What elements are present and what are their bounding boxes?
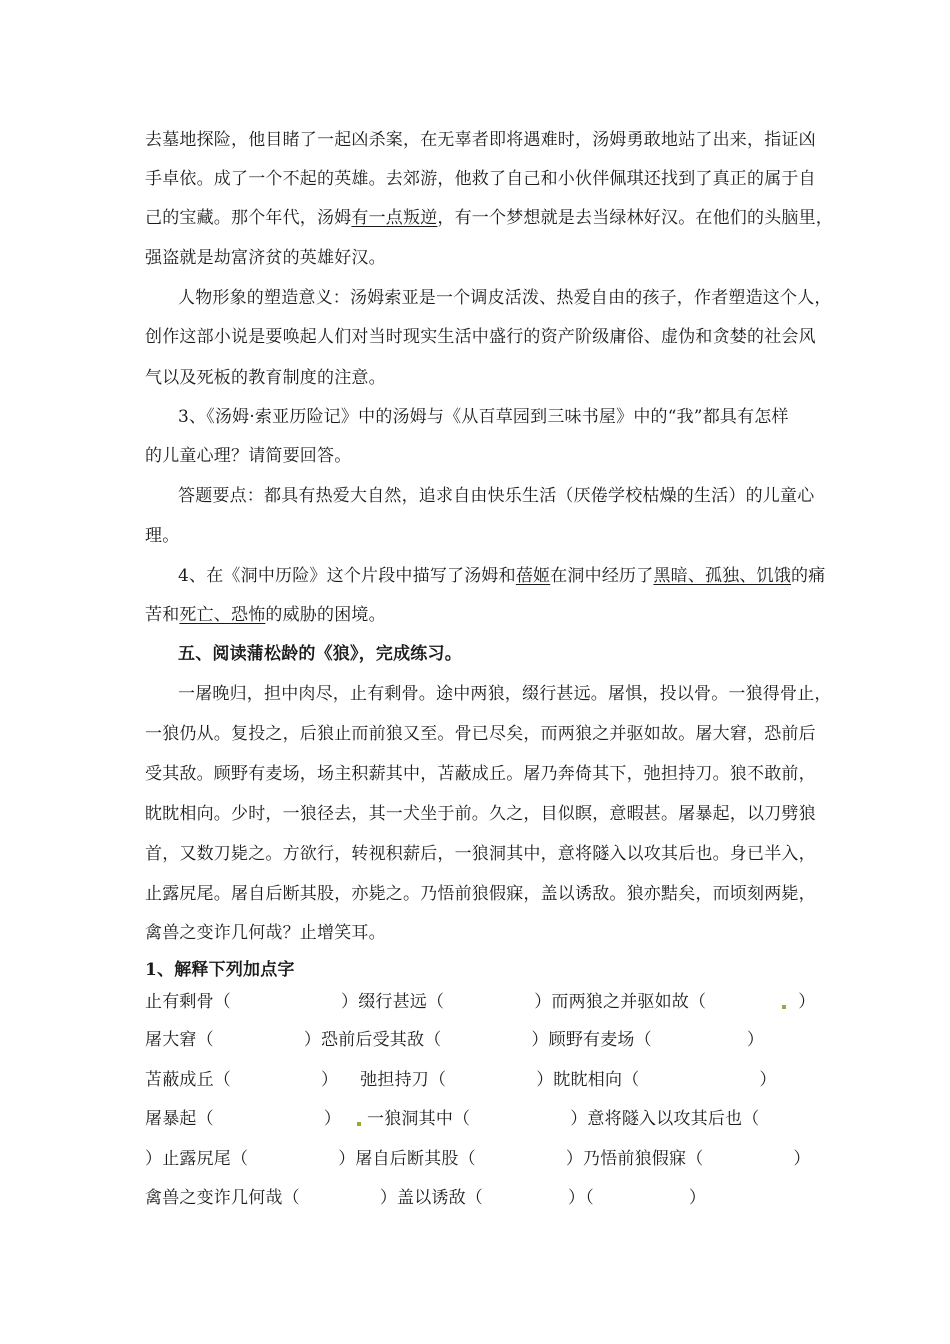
question-3-line-1: 3、《汤姆·索亚历险记》中的汤姆与《从百草园到三味书屋》中的“我”都具有怎样 [178,407,789,427]
green-mark [357,1122,361,1126]
exercise-row-6: 禽兽之变诈几何哉（ ）盖以诱敌（ ）（ ） [145,1188,707,1208]
underlined-hardships: 黑暗、孤独、饥饿 [653,566,792,586]
answer-3-line-2: 理。 [145,526,180,546]
exercise-row-1: 止有剩骨（ ）缀行甚远（ ）而两狼之并驱如故（ ） [145,992,816,1012]
passage-line-2: 一狼仍从。复投之，后狼止而前狼又至。骨已尽矣，而两狼之并驱如故。屠大窘，恐前后 [145,724,816,744]
para-1-line-1: 去墓地探险，他目睹了一起凶杀案，在无辜者即将遇难时，汤姆勇敢地站了出来，指证凶 [145,130,816,150]
underlined-phrase: 有一点叛逆 [351,208,438,228]
para-1-line-3: 己的宝藏。那个年代，汤姆有一点叛逆，有一个梦想就是去当绿林好汉。在他们的头脑里， [145,208,834,228]
passage-line-3: 受其敌。顾野有麦场，场主积薪其中，苫蔽成丘。屠乃奔倚其下，弛担持刀。狼不敢前， [145,764,816,784]
exercise-title: 1、解释下列加点字 [145,960,295,980]
passage-line-7: 禽兽之变诈几何哉？止增笑耳。 [145,923,386,943]
exercise-row-3: 苫蔽成丘（ ） 弛担持刀（ ）眈眈相向（ ） [145,1070,777,1090]
para-2-line-2: 创作这部小说是要唤起人们对当时现实生活中盛行的资产阶级庸俗、虚伪和贪婪的社会风 [145,327,816,347]
passage-line-5: 首，又数刀毙之。方欲行，转视积薪后，一狼洞其中，意将隧入以攻其后也。身已半入， [145,844,816,864]
exercise-row-5: ）止露尻尾（ ）屠自后断其股（ ）乃悟前狼假寐（ ） [145,1149,811,1169]
passage-line-4: 眈眈相向。少时，一狼径去，其一犬坐于前。久之，目似瞑，意暇甚。屠暴起，以刀劈狼 [145,804,816,824]
green-mark [782,1005,786,1009]
question-4-line-1: 4、在《洞中历险》这个片段中描写了汤姆和蓓姬在洞中经历了黑暗、孤独、饥饿的痛 [178,566,826,586]
para-2-line-1: 人物形象的塑造意义：汤姆索亚是一个调皮活泼、热爱自由的孩子，作者塑造这个人， [178,288,832,308]
underlined-name: 蓓姬 [515,566,551,586]
question-3-line-2: 的儿童心理？请简要回答。 [145,446,352,466]
passage-line-6: 止露尻尾。屠自后断其股，亦毙之。乃悟前狼假寐，盖以诱敌。狼亦黠矣，而顷刻两毙， [145,884,816,904]
para-1-line-2: 手卓依。成了一个不起的英雄。去郊游，他救了自己和小伙伴佩琪还找到了真正的属于自 [145,169,816,189]
exercise-row-4: 屠暴起（ ） 一狼洞其中（ ）意将隧入以攻其后也（ [145,1109,760,1129]
para-1-line-4: 强盗就是劫富济贫的英雄好汉。 [145,248,386,268]
answer-3-line-1: 答题要点：都具有热爱大自然，追求自由快乐生活（厌倦学校枯燥的生活）的儿童心 [178,486,815,506]
question-4-line-2: 苦和死亡、恐怖的威胁的困境。 [145,605,386,625]
passage-line-1: 一屠晚归，担中肉尽，止有剩骨。途中两狼，缀行甚远。屠惧，投以骨。一狼得骨止， [178,684,832,704]
para-2-line-3: 气以及死板的教育制度的注意。 [145,368,386,388]
underlined-threats: 死亡、恐怖 [179,605,266,625]
section-5-title: 五、阅读蒲松龄的《狼》，完成练习。 [178,644,462,664]
exercise-row-2: 屠大窘（ ）恐前后受其敌（ ）顾野有麦场（ ） [145,1030,765,1050]
